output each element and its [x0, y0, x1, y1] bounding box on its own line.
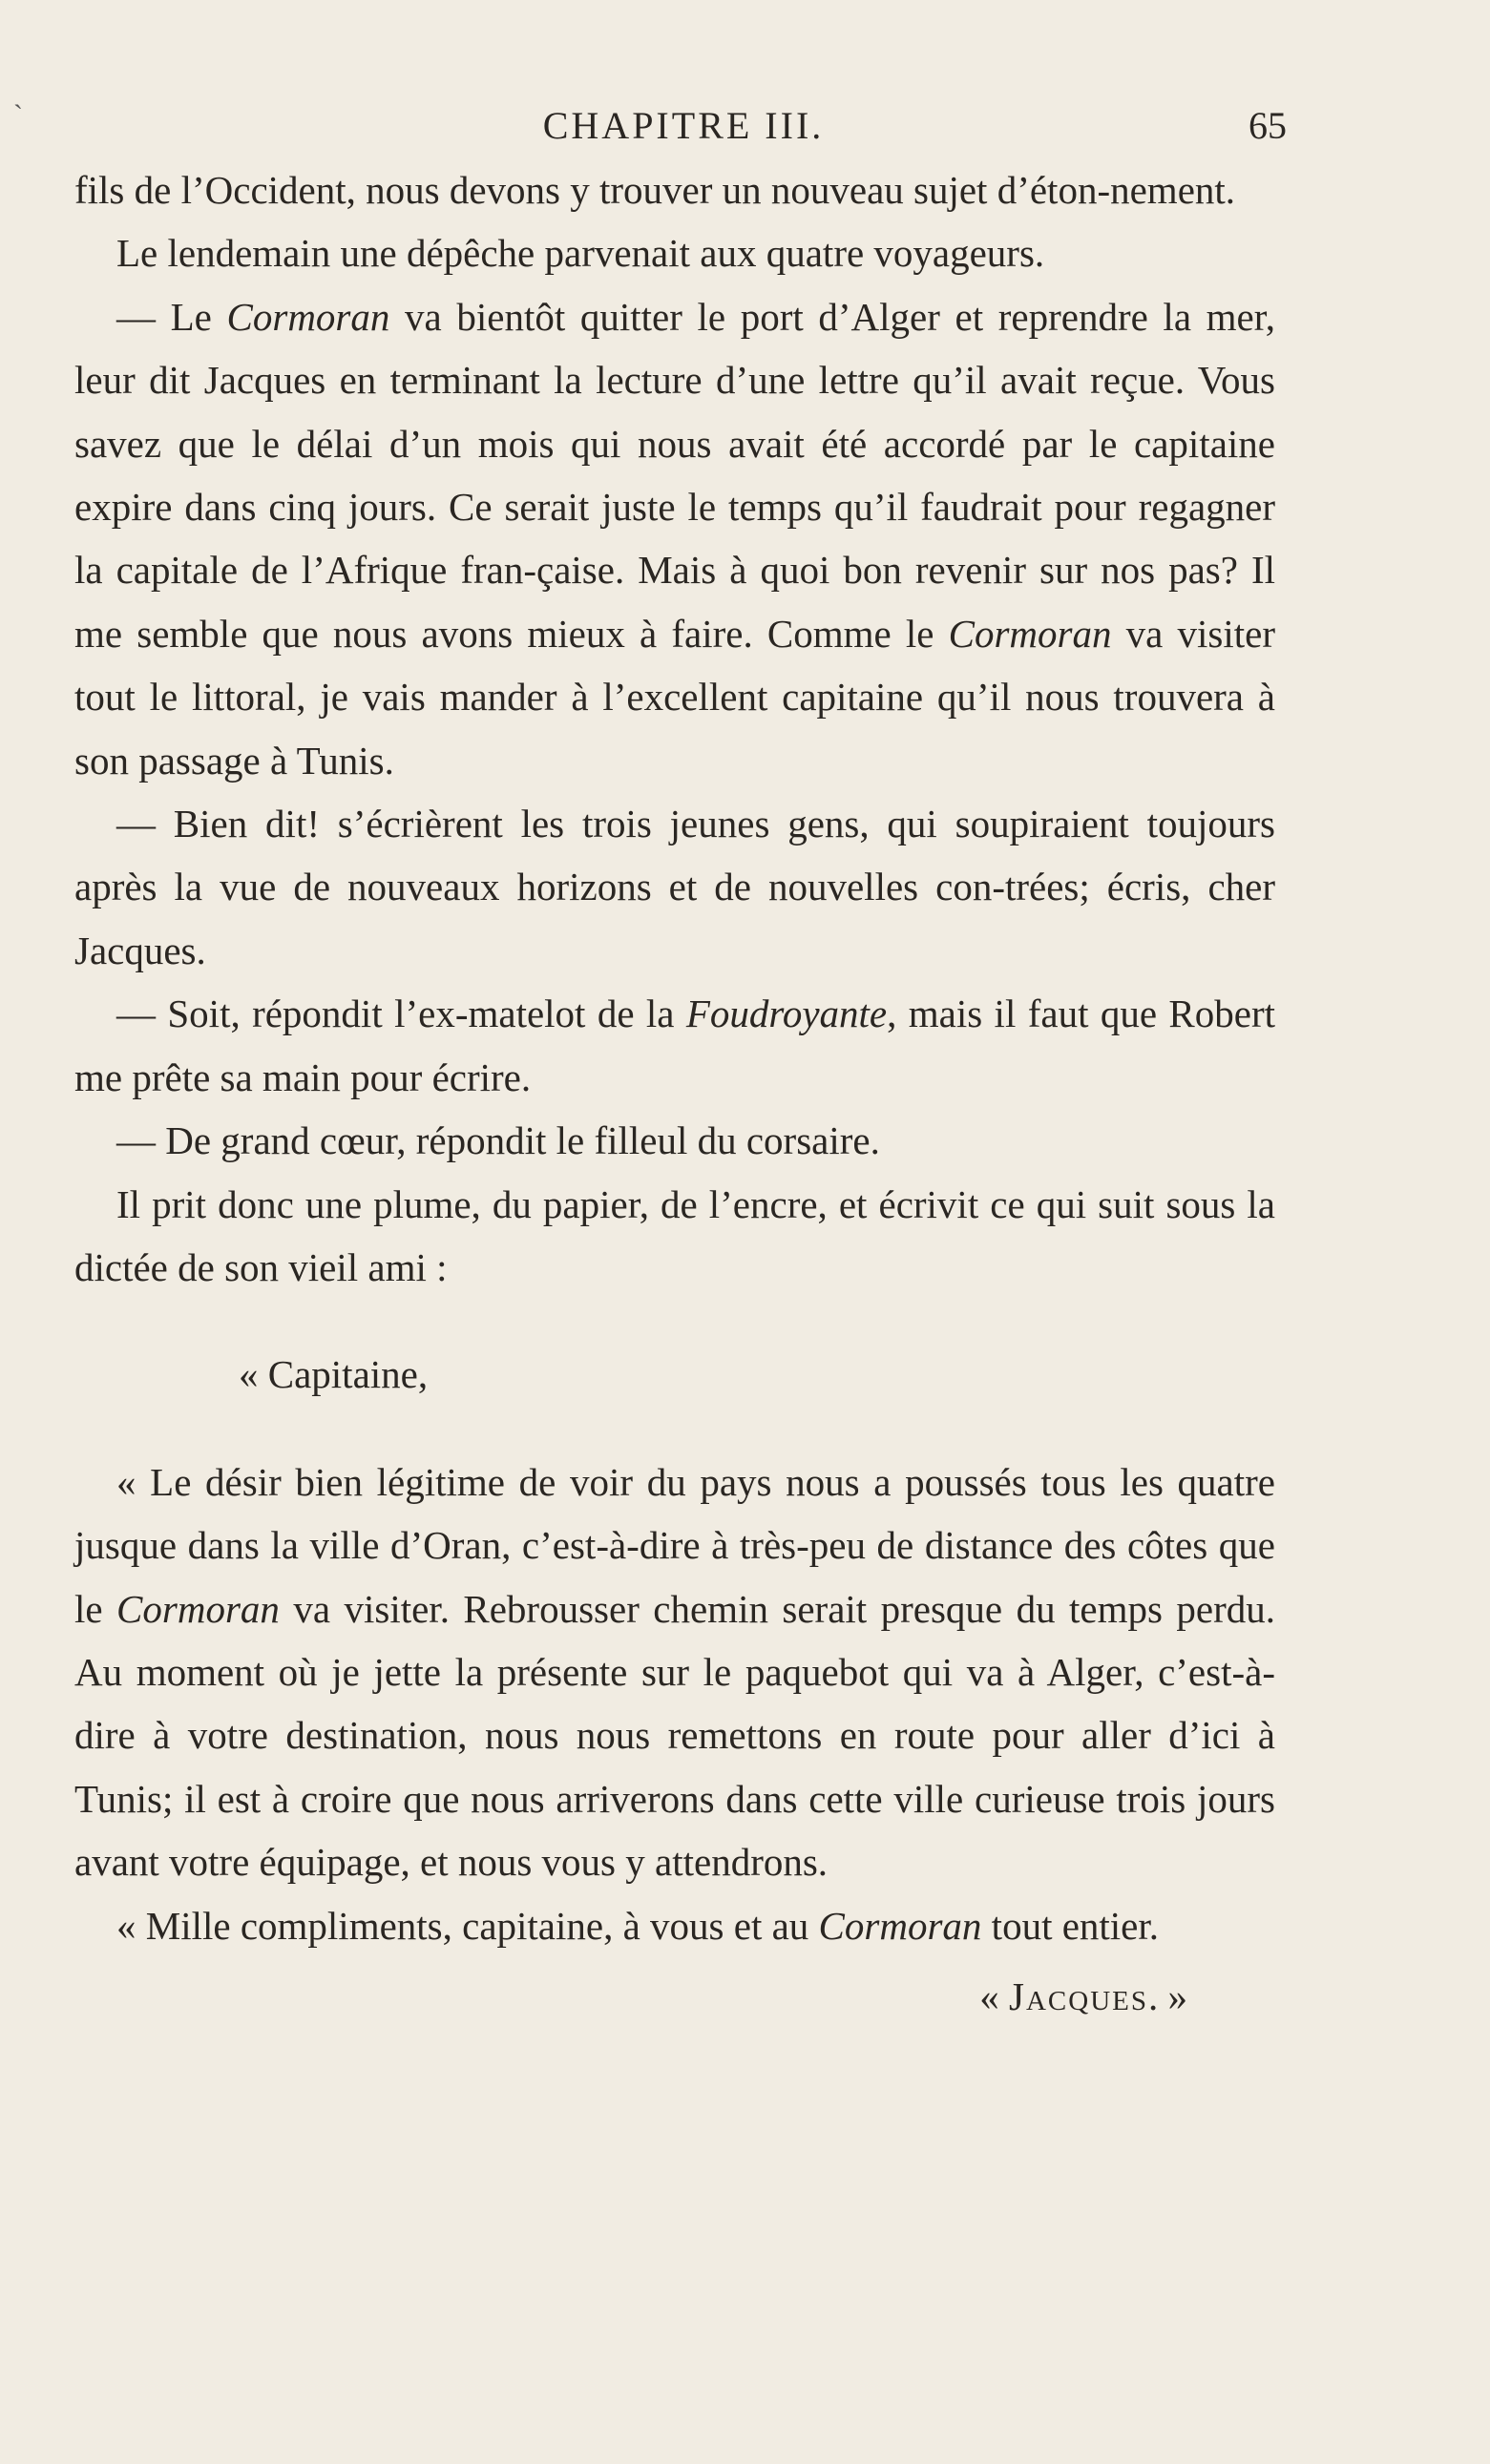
letter-paragraph-1-text-b: va visiter. Rebrousser chemin serait presque du temps perdu. Au moment où je jette la présente sur le paquebot qui va à Alger, c’est-à-dire à votre destination, nous nous remettons en route pour aller d’ici à Tunis; il est à croire que nous arriverons dans cette ville curieuse trois jours avant votre équipage, et nous vous y attendrons. — [74, 1586, 1275, 1885]
paragraph-3 — [74, 285, 1275, 792]
paragraph-2-text: Le lendemain une dépêche parvenait aux quatre voyageurs. — [116, 231, 1045, 276]
ship-name-foudroyante: Foudroyante — [685, 992, 888, 1036]
paragraph-5-text-b: , mais il faut que Robert me prête sa main pour écrire. — [74, 992, 1275, 1099]
paragraph-5 — [74, 982, 1275, 1109]
paragraph-1 — [74, 158, 1275, 221]
letter-paragraph-2 — [74, 1894, 1275, 1957]
paragraph-5-text-a: — Soit, répondit l’ex-matelot de la — [116, 992, 686, 1036]
letter-paragraph-1-text-a: « Le désir bien légitime de voir du pays nous a poussés tous les quatre jusque dans la ville d’Oran, c’est-à-dire à très-peu de distance des côtes que le — [74, 1459, 1275, 1631]
signature-close-quote: . » — [1148, 1973, 1187, 2018]
letter-paragraph-2-text-b: tout entier. — [981, 1903, 1160, 1948]
letter-paragraph-2-text-a: « Mille compliments, capitaine, à vous et au — [116, 1903, 819, 1948]
ship-name-cormoran: Cormoran — [116, 1586, 280, 1631]
stray-mark: ` — [13, 99, 23, 131]
paragraph-2 — [74, 221, 1275, 284]
paragraph-6 — [74, 1109, 1275, 1172]
signature-name: Jacques — [1009, 1973, 1148, 2018]
paragraph-3-text-b: va bientôt quitter le port d’Alger et reprendre la mer, leur dit Jacques en terminant la lecture d’une lettre qu’il avait reçue. Vous savez que le délai d’un mois qui nous avait été accordé par le capitaine expire dans cinq jours. Ce serait juste le temps qu’il faudrait pour regagner la capitale de l’Afrique fran-çaise. Mais à quoi bon revenir sur nos pas? Il me semble que nous avons mieux à faire. Comme le — [74, 294, 1276, 656]
paragraph-3-text-a: — Le — [116, 294, 227, 339]
signature-open-quote: « — [979, 1973, 1010, 2018]
ship-name-cormoran: Cormoran — [226, 294, 390, 339]
page-number: 65 — [1249, 104, 1287, 147]
paragraph-3-text-c: va visiter tout le littoral, je vais mander à l’excellent capitaine qu’il nous trouvera à son passage à Tunis. — [74, 611, 1275, 783]
letter-salutation: « Capitaine, — [239, 1352, 429, 1397]
paragraph-6-text: — De grand cœur, répondit le filleul du corsaire. — [116, 1118, 880, 1163]
running-title: CHAPITRE III. — [542, 104, 825, 147]
paragraph-7-text: Il prit donc une plume, du papier, de l’encre, et écrivit ce qui suit sous la dictée de son vieil ami : — [74, 1181, 1275, 1289]
ship-name-cormoran: Cormoran — [818, 1903, 982, 1948]
paragraph-7 — [74, 1173, 1275, 1300]
ship-name-cormoran: Cormoran — [948, 611, 1112, 656]
paragraph-1-text: fils de l’Occident, nous devons y trouver un nouveau sujet d’éton-nement. — [74, 168, 1236, 212]
letter-signature — [74, 1965, 1275, 2028]
paragraph-4-text: — Bien dit! s’écrièrent les trois jeunes gens, qui soupiraient toujours après la vue de nouveaux horizons et de nouvelles con-trées; écris, cher Jacques. — [74, 802, 1275, 972]
paragraph-4 — [74, 792, 1275, 982]
letter-paragraph-1 — [74, 1451, 1275, 1894]
body-text — [74, 158, 1275, 2028]
page-header — [74, 103, 1292, 151]
